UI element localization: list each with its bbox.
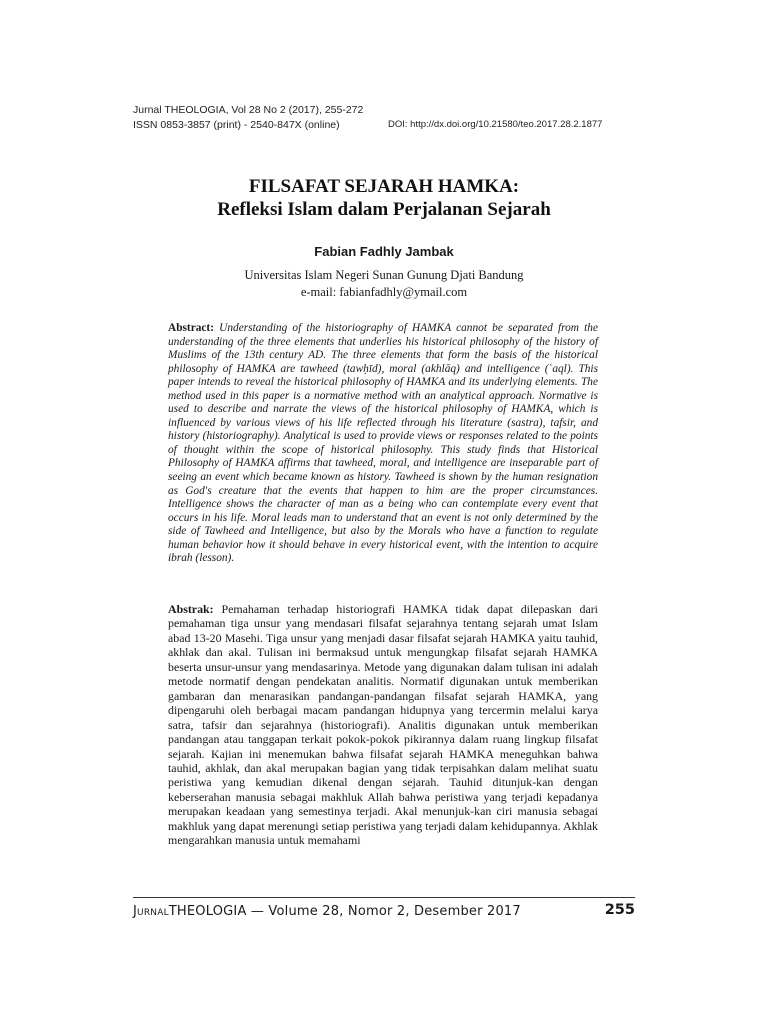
author-email[interactable]: e-mail: fabianfadhly@ymail.com <box>300 285 468 299</box>
abstract-english-label: Abstract: <box>168 322 220 334</box>
doi-link[interactable]: DOI: http://dx.doi.org/10.21580/teo.2017.28.2.1877 <box>388 119 603 130</box>
author-name: Fabian Fadhly Jambak <box>314 244 454 259</box>
abstract-indonesian-text: Pemahaman terhadap historiografi HAMKA tidak dapat dilepaskan dari pemahaman tiga unsur yang mendasari filsafat sejarahnya tentang sejarah umat Islam abad 13-20 Masehi. Tiga unsur yang menjadi dasar filsafat sejarah HAMKA yaitu tauhid, akhlak dan akal. Tulisan ini bermaksud untuk mengungkap filsafat sejarah HAMKA beserta unsur-unsur yang mendasarinya. Metode yang digunakan dalam tulisan ini adalah metode normatif dengan pendekatan analitis. Normatif digunakan untuk memberikan gambaran dan menarasikan pandangan-pandangan filsafat sejarah HAMKA, yang dipengaruhi oleh berbagai macam pandangan hidupnya yang tercermin melalui karya satra, tafsir dan sejarahnya (historiografi). Analitis digunakan untuk memberikan pandangan atau tanggapan terkait pokok-pokok pikirannya dalam ruang lingkup filsafat sejarah. Kajian ini menemukan bahwa filsafat sejarah HAMKA meneguhkan bahwa tauhid, akhlak, dan akal merupakan bagian yang tidak terpisahkan dalam melihat suatu peristiwa yang kemudian dikenal dengan sejarah. Tauhid ditunjuk-kan dengan keberserahan manusia sebagai makhluk Allah bahwa peristiwa yang terjadi kepadanya merupakan keadaan yang semestinya terjadi. Akal menunjuk-kan ciri manusia sebagai makhluk yang dapat merenungi setiap peristiwa yang terjadi dalam kehidupannya. Akhlak mengarahkan manusia untuk memahami <box>168 602 598 848</box>
author-affiliation: Universitas Islam Negeri Sunan Gunung Djati Bandung <box>244 268 524 282</box>
issn-line: ISSN 0853-3857 (print) - 2540-847X (online) <box>133 119 340 131</box>
footer-journal-info <box>133 904 521 919</box>
abstract-indonesian <box>168 602 598 848</box>
article-subtitle: Refleksi Islam dalam Perjalanan Sejarah <box>217 199 551 220</box>
footer-journal-prefix: Jurnal <box>133 904 169 919</box>
abstract-english-text: Understanding of the historiography of HAMKA cannot be separated from the understanding of the three elements that underlies his historical philosophy of the history of Muslims of the 13th century AD. The three elements that form the basis of the historical philosophy of HAMKA are tawheed (tawḥīd), moral (akhlāq) and intelligence (ʿaql). This paper intends to reveal the historical philosophy of HAMKA and its underlying elements. The method used in this paper is a normative method with an analytical approach. Normative is used to describe and narrate the views of the historical philosophy of HAMKA, which is influenced by various views of his life reflected through his literature (sastra), tafsir, and history (historiography). Analytical is used to provide views or responses related to the points of thought within the scope of historical philosophy. This study finds that Historical Philosophy of HAMKA affirms that tawheed, moral, and intelligence are inseparable part of seeing an event which became known as history. Tawheed is shown by the human resignation as God's creature that the events that happen to him are the proper circumstances. Intelligence shows the character of man as a being who can contemplate every event that occurs in his life. Moral leads man to understand that an event is not only determined by the side of Tawheed and Intelligence, but also by the Morals who have a function to regulate human behavior how it should behave in every historical event, with the intention to acquire ibrah (lesson). <box>168 322 598 565</box>
footer-divider <box>133 897 635 898</box>
abstract-english <box>168 322 598 566</box>
article-title: FILSAFAT SEJARAH HAMKA: <box>248 176 520 197</box>
page-number: 255 <box>604 902 635 918</box>
journal-citation-line: Jurnal THEOLOGIA, Vol 28 No 2 (2017), 255-272 <box>133 104 364 116</box>
abstract-indonesian-label: Abstrak: <box>168 602 222 616</box>
footer-journal-name: THEOLOGIA — Volume 28, Nomor 2, Desember 2017 <box>168 904 521 919</box>
